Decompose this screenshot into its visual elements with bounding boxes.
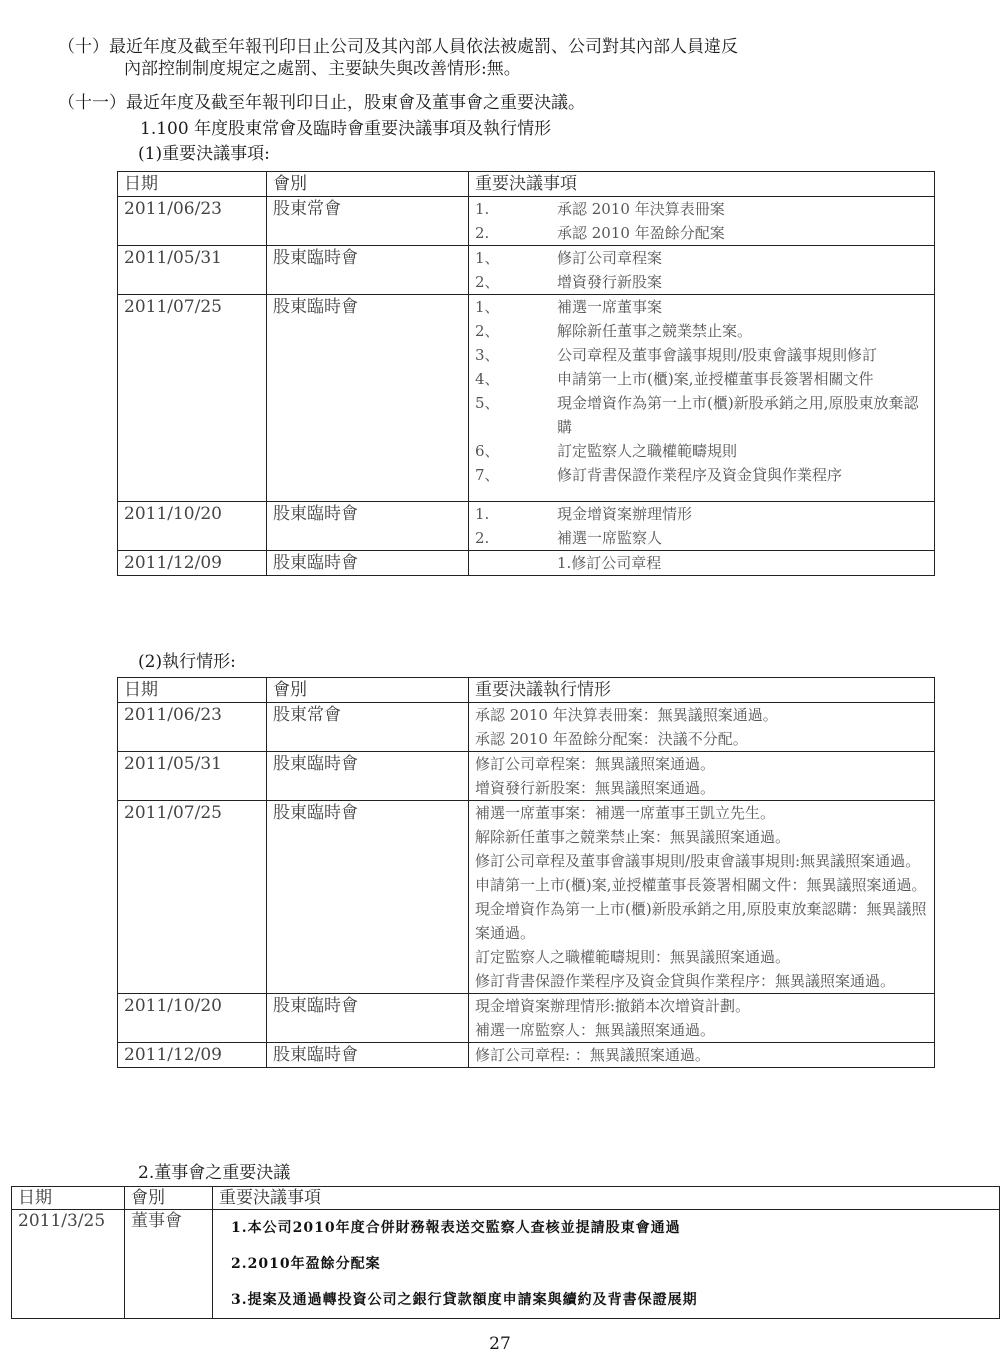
resolution-cell: [469, 502, 935, 551]
section-10-heading-line1: （十）最近年度及截至年報刊印日止公司及其內部人員依法被處罰、公司對其內部人員違反: [58, 37, 738, 57]
execution-cell: [469, 801, 935, 994]
meeting-cell: 股東臨時會: [267, 295, 469, 502]
execution-result: 補選一席董事案：補選一席董事王凱立先生。: [475, 804, 776, 822]
table-row: [118, 703, 935, 752]
date-cell: 2011/07/25: [118, 801, 267, 994]
execution-cell: [469, 752, 935, 801]
meeting-cell: 股東常會: [267, 703, 469, 752]
item-text: 補選一席監察人: [557, 529, 663, 547]
item-text: 公司章程及董事會議事規則/股東會議事規則修訂: [557, 346, 878, 364]
date-cell: 2011/10/20: [118, 502, 267, 551]
table-row: [118, 295, 935, 502]
item-text: 現金增資案辦理情形: [557, 505, 693, 523]
execution-status-table: [117, 677, 935, 1068]
resolution-item: [475, 502, 928, 526]
header-date: 日期: [118, 172, 267, 197]
resolution-item: [475, 367, 928, 391]
resolution-item: [475, 439, 928, 463]
date-cell: 2011/05/31: [118, 246, 267, 295]
item-number: 4、: [475, 370, 500, 388]
table-row: [118, 551, 935, 576]
meeting-cell: 股東臨時會: [267, 801, 469, 994]
execution-result: 修訂公司章程案：無異議照案通過。: [475, 755, 716, 773]
date-cell: 2011/12/09: [118, 1043, 267, 1068]
header-date: 日期: [118, 678, 267, 703]
table-header-row: [118, 172, 935, 197]
header-resolution: 重要決議事項: [469, 172, 935, 197]
execution-result: 承認 2010 年盈餘分配案：決議不分配。: [475, 730, 748, 748]
resolution-item: [475, 551, 928, 575]
resolution-cell: [469, 295, 935, 502]
item-number: 7、: [475, 466, 500, 484]
item-text: 修訂公司章程案: [557, 249, 663, 267]
meeting-cell: 股東臨時會: [267, 551, 469, 576]
table-row: [118, 752, 935, 801]
item-text: 承認 2010 年盈餘分配案: [557, 224, 725, 242]
item-number: 1、: [475, 249, 500, 267]
table-row: [118, 1043, 935, 1068]
board-resolution-item: 3.提案及通過轉投資公司之銀行貸款額度申請案與續約及背書保證展期: [231, 1292, 698, 1308]
item-text: 申請第一上市(櫃)案,並授權董事長簽署相關文件: [557, 370, 874, 388]
table-row: [12, 1210, 1000, 1319]
item-number: 1、: [475, 298, 500, 316]
execution-result: 承認 2010 年決算表冊案：無異議照案通過。: [475, 706, 778, 724]
board-resolution-item: 2.2010年盈餘分配案: [231, 1256, 381, 1272]
meeting-cell: 股東臨時會: [267, 502, 469, 551]
shareholder-resolutions-table: [117, 171, 935, 576]
execution-result: 增資發行新股案：無異議照案通過。: [475, 779, 716, 797]
resolution-item: [475, 391, 928, 439]
execution-result: 申請第一上市(櫃)案,並授權董事長簽署相關文件：無異議照案通過。: [475, 876, 927, 894]
execution-label: (2)執行情形:: [138, 652, 236, 672]
table-row: [118, 246, 935, 295]
resolution-item: [475, 295, 928, 319]
item-text: 增資發行新股案: [557, 273, 663, 291]
item-number: 2、: [475, 322, 500, 340]
table-row: [118, 197, 935, 246]
date-cell: 2011/3/25: [12, 1210, 125, 1319]
resolution-item: [475, 246, 928, 270]
execution-result: 訂定監察人之職權範疇規則：無異議照案通過。: [475, 948, 791, 966]
meeting-cell: 股東臨時會: [267, 1043, 469, 1068]
header-meeting: 會別: [267, 678, 469, 703]
meeting-cell: 股東臨時會: [267, 246, 469, 295]
date-cell: 2011/05/31: [118, 752, 267, 801]
meeting-cell: 董事會: [125, 1210, 213, 1319]
page-number: 27: [489, 1334, 511, 1354]
execution-result: 補選一席監察人：無異議照案通過。: [475, 1021, 716, 1039]
resolution-item: [475, 526, 928, 550]
header-date: 日期: [12, 1187, 125, 1210]
item-text: 承認 2010 年決算表冊案: [557, 200, 725, 218]
execution-result: 現金增資作為第一上市(櫃)新股承銷之用,原股東放棄認購：無異議照案通過。: [475, 900, 927, 942]
execution-result: 解除新任董事之競業禁止案：無異議照案通過。: [475, 828, 791, 846]
item-text: 解除新任董事之競業禁止案。: [557, 322, 753, 340]
meeting-cell: 股東臨時會: [267, 752, 469, 801]
table-header-row: [118, 678, 935, 703]
resolutions-label: (1)重要決議事項:: [138, 144, 270, 164]
item-number: 1.: [475, 200, 490, 218]
subsection-1-title: 1.100 年度股東常會及臨時會重要決議事項及執行情形: [140, 119, 552, 139]
item-text: 修訂背書保證作業程序及資金貸與作業程序: [557, 466, 843, 484]
meeting-cell: 股東常會: [267, 197, 469, 246]
header-meeting: 會別: [125, 1187, 213, 1210]
header-meeting: 會別: [267, 172, 469, 197]
execution-cell: [469, 1043, 935, 1068]
table-row: [118, 801, 935, 994]
item-text: 訂定監察人之職權範疇規則: [557, 442, 738, 460]
meeting-cell: 股東臨時會: [267, 994, 469, 1043]
item-number: 2、: [475, 273, 500, 291]
item-text: 現金增資作為第一上市(櫃)新股承銷之用,原股東放棄認購: [557, 394, 919, 436]
item-number: 2.: [475, 224, 490, 242]
resolution-cell: [469, 551, 935, 576]
table-header-row: [12, 1187, 1000, 1210]
board-resolution-item: 1.本公司2010年度合併財務報表送交監察人查核並提請股東會通過: [231, 1220, 681, 1236]
header-execution: 重要決議執行情形: [469, 678, 935, 703]
resolution-item: [475, 221, 928, 245]
table-row: [118, 502, 935, 551]
execution-cell: [469, 994, 935, 1043]
resolution-item: [475, 463, 928, 487]
resolution-item: [475, 343, 928, 367]
resolution-cell: [469, 197, 935, 246]
execution-cell: [469, 703, 935, 752]
item-text: 補選一席董事案: [557, 298, 663, 316]
table-row: [118, 994, 935, 1043]
date-cell: 2011/12/09: [118, 551, 267, 576]
date-cell: 2011/10/20: [118, 994, 267, 1043]
execution-result: 修訂背書保證作業程序及資金貸與作業程序：無異議照案通過。: [475, 972, 896, 990]
subsection-2-title: 2.董事會之重要決議: [138, 1163, 291, 1183]
item-number: 6、: [475, 442, 500, 460]
date-cell: 2011/06/23: [118, 703, 267, 752]
resolution-cell: [469, 246, 935, 295]
item-text: 1.修訂公司章程: [557, 554, 662, 572]
resolution-cell: [213, 1210, 1000, 1319]
date-cell: 2011/06/23: [118, 197, 267, 246]
board-resolutions-table: [11, 1186, 1000, 1319]
section-11-heading: （十一）最近年度及截至年報刊印日止，股東會及董事會之重要決議。: [58, 93, 585, 113]
item-number: 3、: [475, 346, 500, 364]
section-10-heading-line2: 內部控制制度規定之處罰、主要缺失與改善情形:無。: [124, 59, 521, 79]
execution-result: 現金增資案辦理情形:撤銷本次增資計劃。: [475, 997, 751, 1015]
item-number: 5、: [475, 394, 500, 412]
item-number: 1.: [475, 505, 490, 523]
header-resolution: 重要決議事項: [213, 1187, 1000, 1210]
resolution-item: [475, 270, 928, 294]
execution-result: 修訂公司章程及董事會議事規則/股東會議事規則:無異議照案通過。: [475, 852, 921, 870]
item-number: [475, 551, 557, 575]
resolution-item: [475, 197, 928, 221]
resolution-item: [475, 319, 928, 343]
date-cell: 2011/07/25: [118, 295, 267, 502]
item-number: 2.: [475, 529, 490, 547]
execution-result: 修訂公司章程: ：無異議照案通過。: [475, 1046, 710, 1064]
